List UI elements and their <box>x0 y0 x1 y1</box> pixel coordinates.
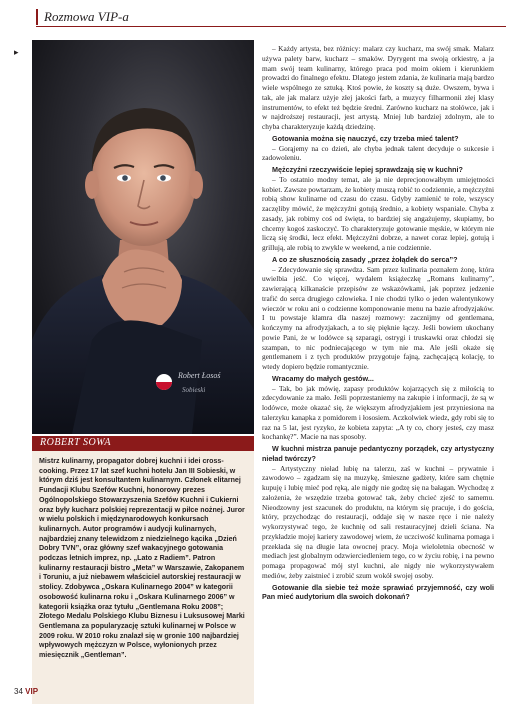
interview-question: Gotowanie dla siebie też może sprawiać przyjemność, czy woli Pan mieć audytorium dla swoich dokonań? <box>262 582 494 602</box>
interview-column <box>262 44 494 602</box>
bio-name: ROBERT SOWA <box>40 437 111 448</box>
interview-answer: – Artystyczny nieład lubię na talerzu, zaś w kuchni – prywatnie i zawodowo – zgadzam się na muzykę, śmieszne gadżety, które sam chętnie kupuję i lubię mieć pod ręką, ale nigdy nie godzę się na bałagan. Wychodzę z założenia, że wszędzie trzeba gotować tak, żeby chcieć zjeść to samemu. Nieodzowny jest szacunek do produktu, na którym się pracuje, i do gościa, który, przychodząc do restauracji, oddaje się w nasze ręce i nie należy wykorzystywać tego, że kuchnię od sali restauracyjnej dzieli ściana. Na przykładzie mojej kariery zawodowej wiem, że uczciwość kulinarna pomaga i przekłada się na długie lata owocnej pracy. Moja wieloletnia obecność w mediach jest globalnym odzwierciedleniem tego, co w życiu robię, i na pewno pomaga propagować mój styl kuchni, ale nigdy nie wykorzystywałem mediów, żeby zaistnieć i zrobić szum wokół swojej osoby. <box>262 463 494 580</box>
interview-answer: – Gorąjemy na co dzień, ale chyba jednak talent decyduje o sukcesie i zadowoleniu. <box>262 143 494 163</box>
interview-answer: – Tak, bo jak mówię, zapasy produktów kojarzących się z miłością to zdecydowanie za mało. Jeśli poprzestaniemy na zakupie i informacji, że są w lodówce, może okazać się, że większym afrodyzjakiem jest przyniesiona na talerzyku kanapka z pomidorem i łososiem. Aczkolwiek wiedz, gdy robi się to raz na 5 lat, jest ryzyko, że kobieta zapyta: „A ty co, chory jesteś, czy masz kochankę?”. Macie na nas sposoby. <box>262 383 494 442</box>
brand-label: VIP <box>25 687 39 696</box>
header-rule <box>36 26 506 27</box>
jacket-brand-text: Sobieski <box>182 386 206 394</box>
chef-portrait-photo <box>32 40 254 434</box>
page-number: 34 <box>14 687 23 696</box>
flag-badge-icon <box>156 374 172 390</box>
interview-question: W kuchni mistrza panuje pedantyczny porządek, czy artystyczny nieład twórczy? <box>262 444 494 463</box>
bio-box <box>32 451 254 704</box>
page-header <box>14 6 506 28</box>
bio-header <box>32 436 254 451</box>
interview-question: Gotowania można się nauczyć, czy trzeba mieć talent? <box>272 133 459 143</box>
interview-question: Wracamy do małych gestów... <box>272 373 374 383</box>
interview-answer: – Zdecydowanie się sprawdza. Sam przez kulinaria poznałem żonę, która uwielbia jeść. Co więcej, wydałem książeczkę „Romans kulinarny”, zawierającą kilkanaście przepisów ze wskazówkami, jak poprzez jedzenie trafić do serca drugiego człowieka. I nie chodzi tylko o jeden walentynkowy wieczór w roku ani o codzienne komponowanie menu na bazie afrodyzjaków. I tu powstaje klamra dla naszej rozmowy: zacznijmy od gentlemana, kończymy na afrodyzjakach, a to się pięknie łączy. Jeśli bowiem ukochany powie Pani, że w lodówce są szparagi, ostrygi i truskawki oraz chłodzi się szampan, to nic podniecającego w tym nie ma. Ale jeśli okaże się gentlemanem i z tych produktów przygotuje fajną, zachęcającą kolację, to wtedy dopiero będzie romantycznie. <box>262 264 494 371</box>
page-footer <box>14 687 38 696</box>
interview-question: A co ze słusznością zasady „przez żołądek do serca”? <box>272 254 458 264</box>
header-accent-bar <box>36 9 38 25</box>
jacket-name-text: Robert Łosoś <box>178 371 221 380</box>
interview-question: Mężczyźni rzeczywiście lepiej sprawdzają się w kuchni? <box>272 165 463 174</box>
interview-answer: – To ostatnio modny temat, ale ja nie deprecjonowałbym umiejętności kobiet. Zawsze powtarzam, że kobiety muszą robić to codziennie, a mężczyźni robią show kulinarne od czasu do czasu. Gdyby zamienić te role, wszyscy zaczęliby mówić, że mężczyźni gotują średnio, a kobiety wspaniale. Chyba z zasady, jak robimy coś od święta, to bardziej się angażujemy, skupiamy, bo chcemy kogoś zaskoczyć. To charakteryzuje gotowanie męskie, w którym nie liczą się środki, lecz efekt. Mężczyźni dobrze, a nawet coraz lepiej, gotują i grillują, ale robią to zwykle w weekend, a nie codziennie. <box>262 174 494 252</box>
interview-answer: – Każdy artysta, bez różnicy: malarz czy kucharz, ma swój smak. Malarz używa palety barw, kucharz – smaków. Dyrygent ma swoją orkiestrę, a ja mam swój team kulinarny, którego praca pod moim okiem i kierunkiem prowadzi do finalnego efektu. Dlatego jestem zdania, że kulinaria mają bardzo wiele wspólnego ze sztuką. Ktoś powie, że koszty są duże. Owszem, bywa i tak, ale jak malarz użyje złej jakości farb, a muzycy filharmonii złej klasy instrumentów, to efekt też będzie średni. Zarówno kucharz na stołówce, jak i w najdroższej restauracji, jest artystą. Mniej lub bardziej zdolnym, ale to chyba charakteryzuje każdą dziedzinę. <box>262 44 494 131</box>
section-marker-icon: ▸ <box>14 47 19 57</box>
section-title: Rozmowa VIP-a <box>44 9 129 24</box>
bio-text: Mistrz kulinarny, propagator dobrej kuchni i idei cross-cooking. Przez 17 lat szef kuchni hotelu Jan III Sobieski, w którym dziś jest konsultantem kulinarnym. Członek elitarnej Fundacji Klubu Szefów Kuchni, honorowy prezes Ogólnopolskiego Stowarzyszenia Szefów Kuchni i Cukierni oraz były kucharz polskiej reprezentacji w piłce nożnej. Juror w wielu polskich i międzynarodowych konkursach kulinarnych. Autor programów i audycji kulinarnych, najbardziej znany telewidzom z niedzielnego kącika „Dzień Dobry TVN”, oraz główny szef wakacyjnego gotowania podczas letnich imprez, np. „Lato z Radiem”. Patron kulinarny restauracji bistro „Meta” w Warszawie, Zakopanem i Toruniu, a już niebawem właściciel autorskiej restauracji w stolicy. Zdobywca „Oskara Kulinarnego 2004” w kategorii osobowość kulinarna roku i „Oskara Kulinarnego 2006” w kategorii książka oraz tytułu „Gentlemana Roku 2008”; Złotego Medalu Polskiego Klubu Biznesu i Luksusowej Marki Gentlemana za popularyzację sztuki kulinarnej w Polsce w 2009 roku. W 2010 roku znalazł się w gronie 100 najbardziej wpływowych mężczyzn w Polsce, wyłonionych przez miesięcznik „Gentleman”. <box>39 457 245 660</box>
